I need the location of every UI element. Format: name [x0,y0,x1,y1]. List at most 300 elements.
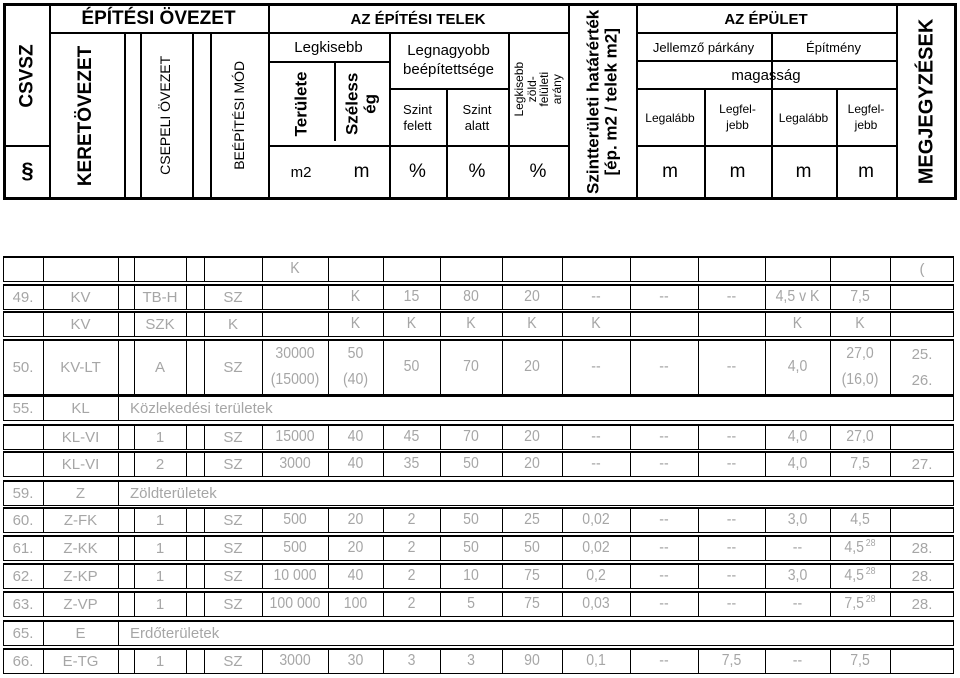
cell-above: 2 [407,511,416,528]
cell-above: 45 [403,428,420,445]
cell-note2: 26. [911,371,933,389]
column-divider [765,424,766,450]
cell-green: 20 [524,428,540,445]
cell-area [266,284,324,310]
cell-e2 [702,311,761,337]
column-divider [440,284,441,310]
table-row [0,620,960,646]
column-divider [830,648,831,674]
cell-kv [43,256,118,282]
cell-kv: E [75,624,86,642]
cell-green: 25 [524,511,540,528]
cell-no: 59. [12,484,34,502]
column-divider [765,591,766,617]
column-divider [630,535,631,561]
eaves-label: Jellemző párkány [652,39,755,55]
cell-fl [566,256,626,282]
column-divider [383,339,384,395]
cell-width: 40 [347,428,364,445]
cell-s1: 4,0 [787,455,808,472]
cell-s1: K [792,315,803,332]
column-divider [698,507,699,533]
cell-s2: 4,5 28 [844,537,876,556]
cell-above: 15 [403,288,420,305]
cell-no: 49. [12,288,34,306]
column-divider [328,451,329,477]
cell-above [386,256,436,282]
cell-kv: KV [70,288,91,306]
cell-width2: (40) [342,371,369,388]
cell-e1: -- [659,428,669,445]
cell-note: 28. [911,539,933,557]
cell-kv: KV [70,315,91,333]
cell-e2: -- [726,455,737,472]
cell-e2: -- [726,567,737,584]
cell-kv: Z-FK [63,511,98,529]
cell-area: 15000 [275,428,315,445]
cell-green: 50 [524,539,540,556]
footnote-ref: 28 [865,593,876,605]
cell-fl: 0,03 [582,595,610,612]
column-divider [502,284,503,310]
cell-area: 500 [283,539,307,556]
green-ratio-label: Legkisebb zöld-felületi arány [511,62,564,117]
column-divider [562,648,563,674]
cell-mod: SZ [223,567,243,585]
column-divider [262,284,263,310]
unit-above: % [409,161,426,182]
column-divider [440,451,441,477]
column-divider [118,648,119,674]
column-divider [630,563,631,589]
cell-e1: -- [659,358,669,375]
plot-title: AZ ÉPÍTÉSI TELEK [350,10,486,28]
cell-no: 66. [12,652,34,670]
cell-kv: KV-LT [60,358,101,376]
csvsz-label: CSVSZ [16,43,38,108]
cell-area: 10 000 [273,567,317,584]
cell-s2: 27,0 [846,428,874,445]
column-divider [118,451,119,477]
notes-label: MEGJEGYZÉSEK [915,18,938,185]
cell-s2: 4,5 28 [844,565,876,584]
cell-e1 [634,256,694,282]
cell-no [3,451,43,477]
column-divider [830,507,831,533]
column-divider [562,591,563,617]
column-divider [698,256,699,282]
cell-fl: 0,2 [586,567,606,584]
column-divider [383,311,384,337]
cell-green: K [527,315,537,332]
cell-area [266,311,324,337]
cell-green: 75 [524,567,540,584]
cell-e2: 7,5 [721,652,742,669]
cell-note: 27. [911,455,933,473]
table-row [0,424,960,450]
column-divider [328,424,329,450]
column-divider [765,535,766,561]
cell-s2: 7,5 [850,652,870,669]
cell-s2: 7,5 28 [844,593,876,612]
cell-kv: Z-KP [63,567,98,585]
cell-cs: TB-H [142,288,178,306]
table-row [0,339,960,395]
column-divider [830,451,831,477]
column-divider [502,648,503,674]
below-level-label: Szint alatt [462,101,492,133]
cell-width: 40 [347,567,364,584]
cell-e1: -- [659,511,669,528]
column-divider [698,451,699,477]
cell-e1: -- [659,455,669,472]
column-divider [118,311,119,337]
cell-mod: SZ [223,511,243,529]
cell-cs: 1 [155,567,165,585]
table-row [0,256,960,282]
cell-cs: 2 [155,455,165,473]
cell-kv: Z-VP [63,595,98,613]
column-divider [383,284,384,310]
cell-no [3,256,43,282]
cell-below: 70 [463,428,479,445]
cell-e1: -- [659,652,669,669]
cell-no: 60. [12,511,34,529]
column-divider [502,451,503,477]
column-divider [562,311,563,337]
cell-s1: -- [792,595,803,612]
cell-s1: 4,0 [787,428,808,445]
column-divider [502,591,503,617]
cell-width: 50 [347,345,364,362]
cell-s2 [834,256,887,282]
cell-s1: 4,5 v K [775,288,820,305]
cell-width [331,256,379,282]
cell-section-title: Közlekedési területek [130,399,273,417]
cell-below: 50 [463,539,479,556]
column-divider [562,339,563,395]
column-divider [262,563,263,589]
column-divider [186,284,187,310]
column-divider [830,563,831,589]
column-divider [186,424,187,450]
column-divider [698,424,699,450]
cell-s2: 4,5 [850,511,870,528]
cell-area: 500 [283,511,307,528]
column-divider [765,451,766,477]
column-divider [502,535,503,561]
column-divider [186,507,187,533]
cell-fl: K [591,315,601,332]
framework-zone-label: KERETÖVEZET [75,45,97,186]
cell-cs [134,256,186,282]
column-divider [328,311,329,337]
column-divider [118,256,119,282]
table-row [0,591,960,617]
cell-mod: SZ [223,652,243,670]
cell-s2b: (16,0) [841,371,879,388]
cell-above: 2 [407,539,416,556]
unit-structure-min: m [795,161,812,182]
cell-above: 2 [407,595,416,612]
column-divider [562,507,563,533]
column-divider [383,591,384,617]
cell-mod: K [227,315,238,333]
structure-max-label: Legfel-jebb [847,101,885,132]
max-coverage-label: Legnagyobb beépítettsége [403,42,494,78]
column-divider [630,284,631,310]
column-divider [118,395,119,421]
cell-e1: -- [659,567,669,584]
cell-s1: -- [792,539,803,556]
cell-cs: A [154,358,165,376]
column-divider [830,591,831,617]
cell-e1: -- [659,595,669,612]
above-level-label: Szint felett [403,101,432,133]
column-divider [562,563,563,589]
cell-above: 2 [407,567,416,584]
column-divider [630,256,631,282]
cell-area: 3000 [279,652,311,669]
column-divider [698,339,699,395]
cell-e2 [702,256,761,282]
column-divider [765,311,766,337]
cell-below: 50 [463,511,479,528]
cell-green [506,256,559,282]
column-divider [186,339,187,395]
cell-no [3,311,43,337]
cell-e2: -- [726,511,737,528]
table-row [0,535,960,561]
unit-eaves-max: m [729,161,746,182]
column-divider [383,507,384,533]
column-divider [765,339,766,395]
cell-s2: 27,0 [846,345,874,362]
cell-no: 63. [12,595,34,613]
cell-mod: SZ [223,539,243,557]
cell-fl: -- [591,288,601,305]
cell-e1: -- [659,288,669,305]
cell-kv: KL [71,399,90,417]
cell-no: 65. [12,624,34,642]
column-divider [630,311,631,337]
column-divider [440,563,441,589]
csepel-zone-label: CSEPELI ÖVEZET [157,55,174,176]
table-row [0,451,960,477]
column-divider [383,256,384,282]
cell-above: 50 [403,358,420,375]
cell-s2: 7,5 [850,288,870,305]
unit-below: % [468,161,486,182]
column-divider [118,424,119,450]
column-divider [765,284,766,310]
cell-fl: -- [591,358,601,375]
column-divider [562,535,563,561]
cell-fl: 0,02 [582,539,610,556]
column-divider [328,256,329,282]
cell-green: 75 [524,595,540,612]
cell-e1: -- [659,539,669,556]
cell-mod [204,256,262,282]
cell-note: 25. [911,345,933,363]
table-row [0,648,960,674]
table-row [0,480,960,506]
build-mode-label: BEÉPÍTÉSI MÓD [230,61,247,170]
smallest-label: Legkisebb [294,39,363,56]
column-divider [502,563,503,589]
cell-note: 28. [911,567,933,585]
cell-area: 3000 [279,455,311,472]
column-divider [765,563,766,589]
cell-e1 [634,311,694,337]
cell-cs: 1 [155,595,165,613]
column-divider [562,451,563,477]
column-divider [562,424,563,450]
column-divider [765,648,766,674]
column-divider [328,563,329,589]
column-divider [186,256,187,282]
cell-cs: SZK [145,315,175,333]
column-divider [440,591,441,617]
column-divider [328,507,329,533]
unit-structure-max: m [858,161,874,182]
column-divider [502,256,503,282]
column-divider [383,451,384,477]
unit-area: m2 [290,163,312,181]
unit-green: % [529,161,547,182]
table-header [3,3,957,200]
cell-fl: -- [591,455,601,472]
column-divider [630,339,631,395]
column-divider [383,424,384,450]
column-divider [186,451,187,477]
column-divider [262,311,263,337]
column-divider [118,339,119,395]
table-row [0,284,960,310]
cell-s1: 3,0 [787,511,808,528]
cell-e2: -- [726,428,737,445]
column-divider [698,284,699,310]
cell-above: 35 [403,455,420,472]
column-divider [118,591,119,617]
column-divider [262,424,263,450]
column-divider [698,311,699,337]
column-divider [383,535,384,561]
height-label: magasság [731,66,801,84]
cell-below: 50 [463,455,479,472]
cell-width: 100 [343,595,368,612]
column-divider [440,648,441,674]
column-divider [118,480,119,506]
column-divider [118,535,119,561]
cell-width: K [350,288,361,305]
cell-s1: 4,0 [787,358,808,375]
table-row [0,395,960,421]
cell-kv: KL-VI [61,428,100,446]
cell-fl: -- [591,428,601,445]
column-divider [440,256,441,282]
cell-below: 70 [463,358,479,375]
structure-min-label: Legalább [778,110,829,125]
cell-note [890,311,954,337]
cell-e2: -- [726,288,737,305]
column-divider [383,563,384,589]
column-divider [118,563,119,589]
table-row [0,563,960,589]
cell-e2: -- [726,539,737,556]
cell-s1 [769,256,826,282]
eaves-max-label: Legfel-jebb [719,101,756,132]
floor-limit-label: Szintterületi határérték [ép. m2 / telek m2] [583,9,621,194]
cell-below: K [466,315,476,332]
cell-note: ( [919,260,925,278]
column-divider [328,339,329,395]
column-divider [118,620,119,646]
column-divider [186,311,187,337]
footnote-ref: 28 [865,565,876,577]
column-divider [186,591,187,617]
column-divider [698,648,699,674]
column-divider [502,424,503,450]
column-divider [383,648,384,674]
column-divider [262,535,263,561]
unit-width: m [353,161,370,182]
cell-mod: SZ [223,428,243,446]
cell-below: 3 [467,652,475,669]
cell-e2: -- [726,358,737,375]
column-divider [765,256,766,282]
cell-no: 50. [12,358,34,376]
cell-kv: Z [75,484,86,502]
column-divider [186,648,187,674]
cell-below: 5 [467,595,475,612]
column-divider [440,535,441,561]
cell-below [444,256,499,282]
cell-no: 55. [12,399,34,417]
cell-green: 90 [524,652,540,669]
column-divider [118,507,119,533]
column-divider [440,339,441,395]
column-divider [562,256,563,282]
column-divider [698,563,699,589]
cell-area: 30000 [275,345,315,362]
column-divider [186,563,187,589]
column-divider [440,424,441,450]
column-divider [262,507,263,533]
area-label: Területe [291,71,311,137]
cell-width: 20 [347,511,364,528]
cell-s1: -- [792,652,803,669]
cell-note [890,507,954,533]
cell-width: K [350,315,361,332]
cell-mod: SZ [223,455,243,473]
cell-mod: SZ [223,595,243,613]
eaves-min-label: Legalább [645,110,695,125]
column-divider [830,256,831,282]
column-divider [118,284,119,310]
cell-area: 100 000 [269,595,321,612]
column-divider [262,591,263,617]
width-label: Széless ég [342,72,380,136]
column-divider [262,648,263,674]
cell-kv: KL-VI [61,455,100,473]
cell-below: 80 [463,288,479,305]
cell-s1: 3,0 [787,567,808,584]
column-divider [440,507,441,533]
zone-title: ÉPÍTÉSI ÖVEZET [81,8,236,29]
cell-mod: SZ [223,358,243,376]
cell-kv: E-TG [62,652,99,670]
